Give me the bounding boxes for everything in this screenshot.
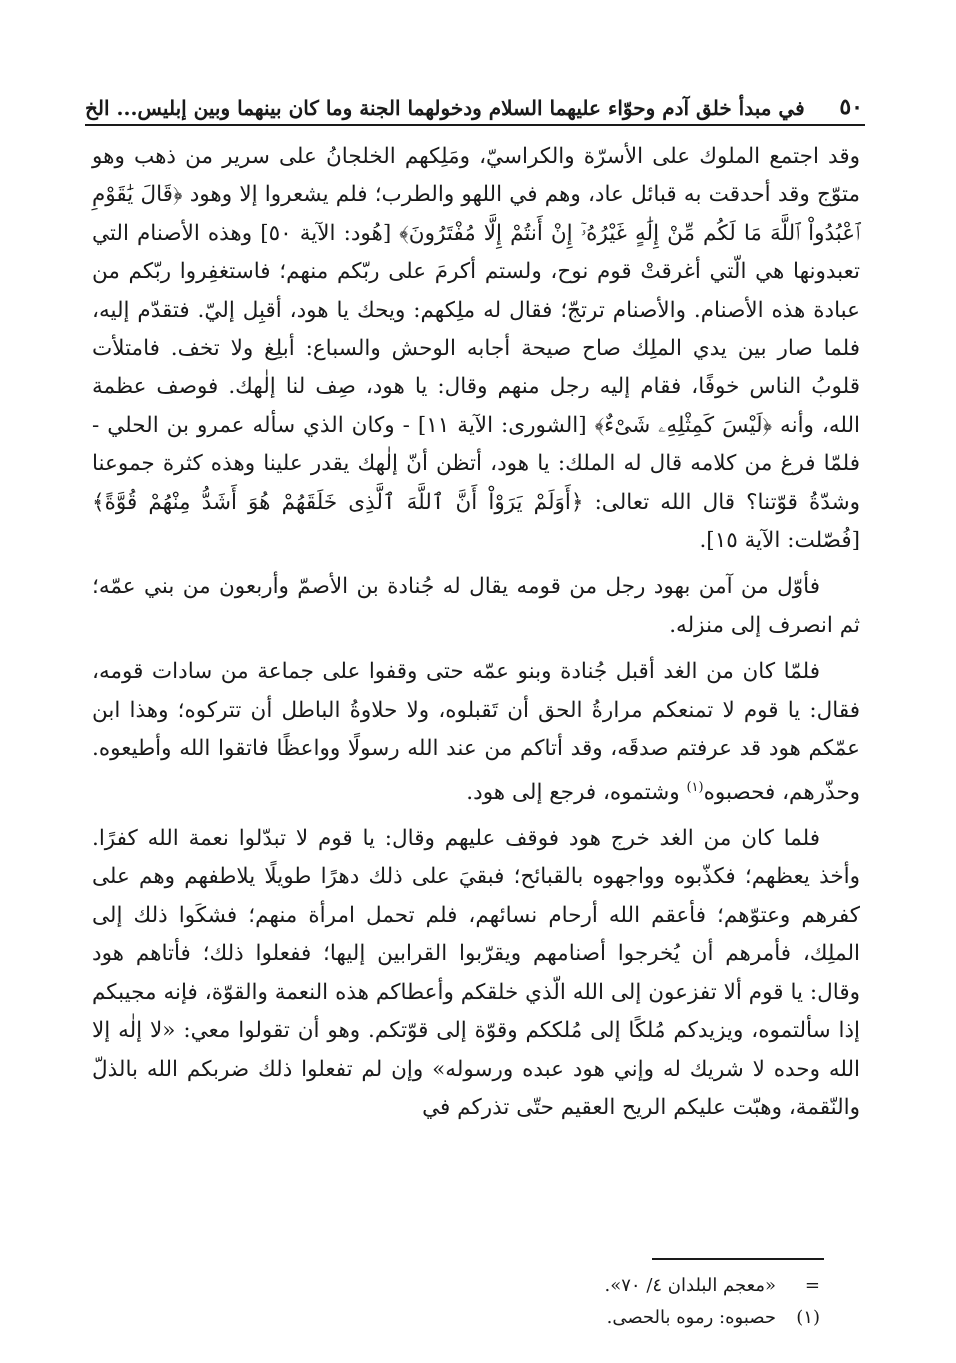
running-title: في مبدأ خلق آدم وحوّاء عليهما السلام ودخولهما الجنة وما كان بينهما وبين إبليس... الخ — [85, 96, 805, 120]
paragraph-3 — [92, 653, 860, 812]
footnote-rule — [652, 1258, 824, 1260]
page-number: ٥٠ — [839, 94, 863, 120]
paragraph-1: وقد اجتمع الملوك على الأسرّة والكراسيّ، ومَلِكهم الخلجانُ على سرير من ذهب وهو متوّج وقد أحدقت به قبائل عاد، وهم في اللهو والطرب؛ فلم يشعروا إلا وهود ﴿قَالَ يَٰقَوْمِ ٱعْبُدُواْ ٱللَّهَ مَا لَكُم مِّنْ إِلَٰهٍ غَيْرُهُۥٓ إِنْ أَنتُمْ إِلَّا مُفْتَرُونَ﴾ [هُود: الآية ٥٠] وهذه الأصنام التي تعبدونها هي الّتي أغرقتْ قوم نوح، ولستم أكرمَ على ربّكم منهم؛ فاستغفِروا ربّكم من عبادة هذه الأصنام. والأصنام ترتجّ؛ فقال له ملِكهم: ويحك يا هود، أقبِل إليّ. فتقدّم إليه، فلما صار بين يدي الملِك صاح صيحة أجابه الوحش والسباع: أبلِغ ولا تخف. فامتلأت قلوبُ الناس خوفًا، فقام إليه رجل منهم وقال: يا هود، صِف لنا إلٰهك. فوصف عظمة الله، وأنه ﴿لَيْسَ كَمِثْلِهِۦ شَىْءٌ﴾ [الشورى: الآية ١١] - وكان الذي سأله عمرو بن الحلي - فلمّا فرغ من كلامه قال له الملك: يا هود، أتظن أنّ إلٰهك يقدر علينا وهذه كثرة جموعنا وشدّةُ قوّتنا؟ قال الله تعالى: ﴿أَوَلَمْ يَرَوْاْ أَنَّ ٱللَّهَ ٱلَّذِى خَلَقَهُمْ هُوَ أَشَدُّ مِنْهُمْ قُوَّةً﴾ [فُصّلت: الآية ١٥]. — [92, 144, 861, 554]
running-header — [85, 82, 865, 120]
footnote-reference: (١) — [686, 779, 704, 795]
footnote-mark: (١) — [796, 1307, 820, 1328]
paragraph-3-tail: وشتموه، فرجع إلى هود. — [466, 779, 687, 805]
main-text — [92, 138, 860, 1127]
footnote-1 — [400, 1302, 820, 1334]
paragraph-4: فلما كان من الغد خرج هود فوقف عليهم وقال: يا قوم لا تبدّلوا نعمة الله كفرًا. وأخذ يعظهم؛ فكذّبوه وواجهوه بالقبائح؛ فبقيَ على ذلك دهرًا طويلًا يلاطفهم وهم على كفرهم وعتوّهم؛ فأعقم الله أرحام نسائهم، فلم تحمل امرأة منهم؛ فشكَوا ذلك إلى الملِك، فأمرهم أن يُخرجوا أصنامهم ويقرّبوا القرابين إليها؛ ففعلوا ذلك؛ فأتاهم هود وقال: يا قوم ألا تفزعون إلى الله الّذي خلقكم وأعطاكم هذه النعمة والقوّة، فإنه مجيبكم إذا سألتموه، ويزيدكم مُلكًا إلى مُلككم وقوّة إلى قوّتكم. وهو أن تقولوا معي: «لا إلٰه إلا الله وحده لا شريك له وإني هود عبده ورسوله» وإن لم تفعلوا ذلك ضربكم الله بالذلّ والنّقمة، وهبّت عليكم الريح العقيم حتّى تذركم في — [92, 826, 860, 1120]
header-rule — [85, 124, 865, 126]
footnote-text: حصبوه: رموه بالحصى. — [606, 1307, 776, 1328]
footnote-continuation — [400, 1270, 820, 1302]
paragraph-2: فأوّل من آمن بهود رجل من قومه يقال له جُنادة بن الأصمّ وأربعون من بني عمّه؛ ثم انصرف إلى منزله. — [92, 574, 860, 638]
paragraph-3-text: فلمّا كان من الغد أقبل جُنادة وبنو عمّه حتى وقفوا على جماعة من سادات قومه، فقال: يا قوم لا تمنعكم مرارةُ الحق أن تَقبلوه، ولا حلاوةُ الباطل أن تتركوه؛ وهذا ابن عمّكم هود قد عرفتم صدقَه، وقد أتاكم من عند الله رسولًا وواعظًا فاتقوا الله وأطيعوه. وحذّرهم، فحصبوه — [92, 659, 860, 805]
footnotes — [400, 1270, 820, 1334]
footnote-mark: = — [804, 1275, 820, 1296]
footnote-text: «معجم البلدان ٤/ ٧٠». — [604, 1275, 776, 1296]
